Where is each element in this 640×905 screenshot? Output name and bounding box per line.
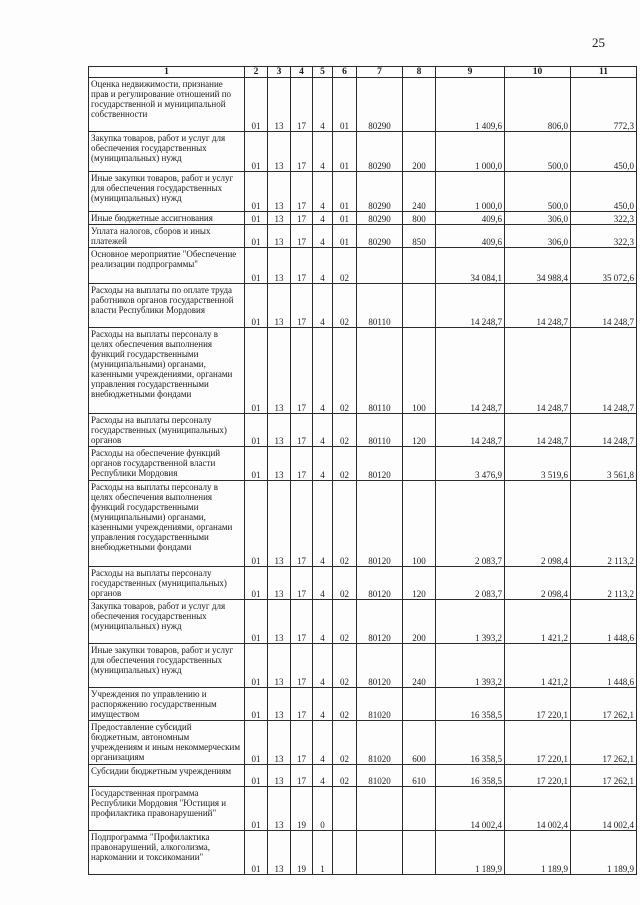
column-header-7: 7 [357,67,403,78]
cell-c4: 19 [291,787,313,831]
cell-c2: 01 [245,600,268,644]
cell-c6: 02 [333,481,357,567]
cell-c2: 01 [245,248,268,284]
cell-c10: 17 220,1 [505,721,571,765]
cell-c7: 80110 [357,328,403,414]
cell-c9: 14 002,4 [436,787,505,831]
cell-c6: 01 [333,78,357,132]
cell-c5: 4 [313,172,333,212]
cell-c4: 17 [291,172,313,212]
cell-c4: 19 [291,831,313,875]
cell-c7 [357,787,403,831]
cell-c7 [357,831,403,875]
cell-c2: 01 [245,481,268,567]
cell-c5: 4 [313,212,333,225]
cell-c2: 01 [245,225,268,248]
cell-c11: 14 248,7 [571,328,637,414]
row-name: Оценка недвижимости, признание прав и регулирование отношений по государственной и муниципальной собственности [89,78,245,132]
cell-c2: 01 [245,328,268,414]
cell-c5: 4 [313,688,333,721]
cell-c9: 1 189,9 [436,831,505,875]
cell-c4: 17 [291,78,313,132]
cell-c5: 1 [313,831,333,875]
row-name: Расходы на обеспечение функций органов государственной власти Республики Мордовия [89,447,245,481]
row-name: Расходы на выплаты персоналу в целях обеспечения выполнения функций государственными (муниципальными) органами, казенными учреждениями, органами управления государственными внебюджетными фондами [89,481,245,567]
cell-c9: 14 248,7 [436,414,505,447]
cell-c6 [333,787,357,831]
cell-c9: 14 248,7 [436,328,505,414]
table-row [89,644,637,688]
cell-c5: 4 [313,132,333,172]
table-row [89,172,637,212]
row-name: Иные закупки товаров, работ и услуг для обеспечения государственных (муниципальных) нужд [89,172,245,212]
cell-c4: 17 [291,284,313,328]
cell-c4: 17 [291,328,313,414]
cell-c4: 17 [291,212,313,225]
row-name: Основное мероприятие "Обеспечение реализации подпрограммы" [89,248,245,284]
row-name: Подпрограмма "Профилактика правонарушений, алкоголизма, наркомании и токсикомании" [89,831,245,875]
cell-c9: 16 358,5 [436,721,505,765]
table-row [89,481,637,567]
cell-c8: 600 [403,721,436,765]
cell-c4: 17 [291,225,313,248]
cell-c11: 3 561,8 [571,447,637,481]
cell-c2: 01 [245,284,268,328]
cell-c5: 0 [313,787,333,831]
table-row [89,284,637,328]
cell-c10: 500,0 [505,132,571,172]
cell-c3: 13 [268,78,291,132]
cell-c6: 02 [333,447,357,481]
cell-c8 [403,78,436,132]
cell-c9: 2 083,7 [436,567,505,600]
row-name: Закупка товаров, работ и услуг для обеспечения государственных (муниципальных) нужд [89,600,245,644]
cell-c9: 14 248,7 [436,284,505,328]
cell-c7: 81020 [357,721,403,765]
column-header-2: 2 [245,67,268,78]
cell-c8 [403,787,436,831]
cell-c4: 17 [291,688,313,721]
table-row [89,765,637,787]
column-header-1: 1 [89,67,245,78]
cell-c8: 850 [403,225,436,248]
cell-c7: 80290 [357,132,403,172]
table-row [89,787,637,831]
cell-c7: 80120 [357,481,403,567]
cell-c7: 80120 [357,447,403,481]
cell-c6: 02 [333,644,357,688]
cell-c9: 1 393,2 [436,644,505,688]
cell-c3: 13 [268,248,291,284]
cell-c6: 02 [333,414,357,447]
cell-c8 [403,248,436,284]
cell-c8 [403,831,436,875]
cell-c8: 240 [403,644,436,688]
cell-c2: 01 [245,831,268,875]
cell-c6: 01 [333,132,357,172]
cell-c7: 81020 [357,688,403,721]
cell-c6: 01 [333,212,357,225]
row-name: Субсидии бюджетным учреждениям [89,765,245,787]
cell-c2: 01 [245,787,268,831]
cell-c11: 14 248,7 [571,284,637,328]
cell-c10: 14 248,7 [505,414,571,447]
cell-c3: 13 [268,414,291,447]
cell-c10: 306,0 [505,212,571,225]
cell-c3: 13 [268,132,291,172]
cell-c5: 4 [313,284,333,328]
cell-c3: 13 [268,481,291,567]
cell-c6: 02 [333,567,357,600]
row-name: Расходы на выплаты персоналу государственных (муниципальных) органов [89,414,245,447]
cell-c5: 4 [313,567,333,600]
cell-c10: 14 002,4 [505,787,571,831]
cell-c2: 01 [245,567,268,600]
cell-c8: 200 [403,132,436,172]
cell-c3: 13 [268,328,291,414]
cell-c8: 800 [403,212,436,225]
cell-c3: 13 [268,284,291,328]
cell-c7: 80290 [357,212,403,225]
cell-c10: 14 248,7 [505,328,571,414]
cell-c2: 01 [245,132,268,172]
cell-c2: 01 [245,644,268,688]
table-row [89,78,637,132]
cell-c5: 4 [313,644,333,688]
cell-c3: 13 [268,225,291,248]
cell-c4: 17 [291,132,313,172]
cell-c9: 1 000,0 [436,132,505,172]
cell-c9: 1 000,0 [436,172,505,212]
cell-c10: 2 098,4 [505,567,571,600]
cell-c10: 34 988,4 [505,248,571,284]
cell-c6: 01 [333,172,357,212]
row-name: Расходы на выплаты по оплате труда работников органов государственной власти Республики Мордовия [89,284,245,328]
cell-c9: 16 358,5 [436,688,505,721]
cell-c2: 01 [245,447,268,481]
cell-c6: 01 [333,225,357,248]
cell-c7: 80120 [357,567,403,600]
cell-c10: 306,0 [505,225,571,248]
table-row [89,212,637,225]
cell-c2: 01 [245,212,268,225]
cell-c3: 13 [268,212,291,225]
cell-c9: 1 409,6 [436,78,505,132]
cell-c6 [333,831,357,875]
cell-c10: 1 421,2 [505,644,571,688]
cell-c8 [403,688,436,721]
row-name: Иные закупки товаров, работ и услуг для обеспечения государственных (муниципальных) нужд [89,644,245,688]
cell-c9: 409,6 [436,225,505,248]
cell-c11: 2 113,2 [571,567,637,600]
cell-c5: 4 [313,225,333,248]
cell-c2: 01 [245,78,268,132]
cell-c9: 409,6 [436,212,505,225]
cell-c11: 772,3 [571,78,637,132]
cell-c5: 4 [313,248,333,284]
cell-c7: 80110 [357,414,403,447]
cell-c10: 1 189,9 [505,831,571,875]
cell-c7: 80290 [357,172,403,212]
cell-c3: 13 [268,765,291,787]
cell-c3: 13 [268,447,291,481]
cell-c6: 02 [333,721,357,765]
cell-c3: 13 [268,644,291,688]
cell-c2: 01 [245,721,268,765]
table-row [89,328,637,414]
table-row [89,600,637,644]
cell-c9: 34 084,1 [436,248,505,284]
cell-c7: 80290 [357,78,403,132]
column-header-8: 8 [403,67,436,78]
cell-c9: 2 083,7 [436,481,505,567]
cell-c10: 2 098,4 [505,481,571,567]
cell-c10: 17 220,1 [505,688,571,721]
table-row [89,831,637,875]
cell-c5: 4 [313,721,333,765]
cell-c5: 4 [313,765,333,787]
cell-c10: 3 519,6 [505,447,571,481]
cell-c7: 81020 [357,765,403,787]
cell-c10: 1 421,2 [505,600,571,644]
cell-c8: 240 [403,172,436,212]
column-header-11: 11 [571,67,637,78]
cell-c5: 4 [313,414,333,447]
cell-c3: 13 [268,787,291,831]
cell-c3: 13 [268,172,291,212]
cell-c11: 1 448,6 [571,600,637,644]
row-name: Закупка товаров, работ и услуг для обеспечения государственных (муниципальных) нужд [89,132,245,172]
cell-c8: 610 [403,765,436,787]
cell-c6: 02 [333,284,357,328]
row-name: Расходы на выплаты персоналу в целях обеспечения выполнения функций государственными (муниципальными) органами, казенными учреждениями, органами управления государственными внебюджетными фондами [89,328,245,414]
table-row [89,225,637,248]
cell-c11: 322,3 [571,225,637,248]
cell-c8 [403,447,436,481]
row-name: Уплата налогов, сборов и иных платежей [89,225,245,248]
row-name: Учреждения по управлению и распоряжению государственным имуществом [89,688,245,721]
cell-c9: 1 393,2 [436,600,505,644]
cell-c6: 02 [333,765,357,787]
cell-c4: 17 [291,481,313,567]
cell-c11: 1 189,9 [571,831,637,875]
table-row [89,567,637,600]
header-row [89,67,637,78]
table-row [89,132,637,172]
cell-c4: 17 [291,567,313,600]
cell-c10: 17 220,1 [505,765,571,787]
cell-c8: 100 [403,328,436,414]
cell-c4: 17 [291,600,313,644]
cell-c11: 17 262,1 [571,765,637,787]
table-row [89,721,637,765]
cell-c3: 13 [268,567,291,600]
cell-c11: 450,0 [571,132,637,172]
cell-c11: 35 072,6 [571,248,637,284]
cell-c8: 200 [403,600,436,644]
cell-c3: 13 [268,721,291,765]
cell-c7: 80120 [357,600,403,644]
table-row [89,248,637,284]
column-header-6: 6 [333,67,357,78]
cell-c7: 80120 [357,644,403,688]
column-header-5: 5 [313,67,333,78]
cell-c5: 4 [313,328,333,414]
cell-c10: 806,0 [505,78,571,132]
cell-c2: 01 [245,172,268,212]
budget-table [88,66,637,875]
cell-c3: 13 [268,600,291,644]
cell-c9: 3 476,9 [436,447,505,481]
page-number: 25 [592,35,605,50]
row-name: Государственная программа Республики Мордовия "Юстиция и профилактика правонарушений" [89,787,245,831]
cell-c11: 322,3 [571,212,637,225]
cell-c8: 120 [403,414,436,447]
cell-c11: 17 262,1 [571,688,637,721]
table-row [89,688,637,721]
cell-c11: 1 448,6 [571,644,637,688]
cell-c11: 14 248,7 [571,414,637,447]
column-header-4: 4 [291,67,313,78]
cell-c4: 17 [291,721,313,765]
cell-c4: 17 [291,644,313,688]
cell-c8: 120 [403,567,436,600]
column-header-9: 9 [436,67,505,78]
cell-c4: 17 [291,447,313,481]
cell-c7: 80290 [357,225,403,248]
cell-c7 [357,248,403,284]
row-name: Расходы на выплаты персоналу государственных (муниципальных) органов [89,567,245,600]
cell-c5: 4 [313,447,333,481]
cell-c6: 02 [333,688,357,721]
cell-c5: 4 [313,600,333,644]
cell-c2: 01 [245,688,268,721]
cell-c6: 02 [333,600,357,644]
table-body [89,67,637,875]
column-header-3: 3 [268,67,291,78]
cell-c11: 450,0 [571,172,637,212]
cell-c9: 16 358,5 [436,765,505,787]
table-row [89,414,637,447]
cell-c2: 01 [245,414,268,447]
cell-c10: 14 248,7 [505,284,571,328]
cell-c4: 17 [291,414,313,447]
cell-c2: 01 [245,765,268,787]
table-row [89,447,637,481]
cell-c11: 17 262,1 [571,721,637,765]
cell-c6: 02 [333,328,357,414]
column-header-10: 10 [505,67,571,78]
cell-c5: 4 [313,481,333,567]
cell-c3: 13 [268,688,291,721]
cell-c10: 500,0 [505,172,571,212]
cell-c8 [403,284,436,328]
cell-c4: 17 [291,248,313,284]
cell-c7: 80110 [357,284,403,328]
cell-c3: 13 [268,831,291,875]
cell-c5: 4 [313,78,333,132]
cell-c6: 02 [333,248,357,284]
cell-c11: 14 002,4 [571,787,637,831]
row-name: Предоставление субсидий бюджетным, автономным учреждениям и иным некоммерческим организациям [89,721,245,765]
cell-c8: 100 [403,481,436,567]
cell-c11: 2 113,2 [571,481,637,567]
row-name: Иные бюджетные ассигнования [89,212,245,225]
cell-c4: 17 [291,765,313,787]
